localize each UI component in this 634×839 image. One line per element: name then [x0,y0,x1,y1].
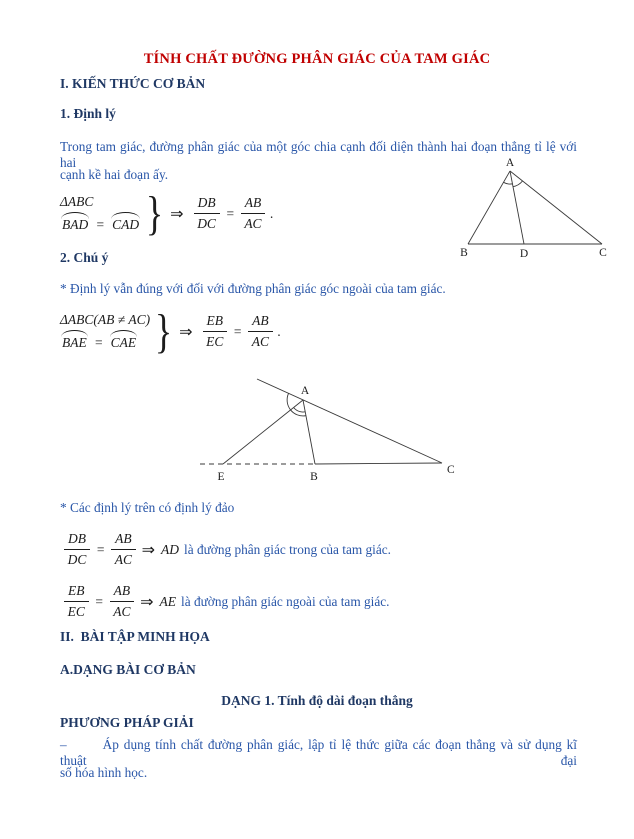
fraction-denominator: EC [206,334,224,350]
angle-arc-left [504,182,513,184]
fraction-numerator: AB [248,313,273,332]
page-title: TÍNH CHẤT ĐƯỜNG PHÂN GIÁC CỦA TAM GIÁC [143,51,491,67]
vertex-label-a: A [300,385,310,397]
equals-sign: = [233,323,243,339]
formula-external-bisector [60,305,282,358]
fraction-denominator: EC [67,604,85,619]
math-triangle-abc: ΔABC [60,194,94,210]
conclusion-text: là đường phân giác trong của tam giác. [184,541,392,557]
right-brace: } [146,187,164,240]
math-fraction-ab-ac [248,313,273,350]
subheading-dinh-ly: 1. Định lý [60,106,116,121]
heading-phuong-phap-giai: PHƯƠNG PHÁP GIẢI [60,715,194,730]
fraction-numerator: EB [64,583,89,602]
equals-sign: = [225,205,235,221]
formula-internal-bisector [60,187,274,240]
angle-arc-right [513,181,523,187]
fraction-numerator: DB [194,195,220,214]
math-triangle-condition: ΔABC(AB ≠ AC) [60,312,151,328]
vertex-label-b: B [310,471,318,483]
fraction-denominator: AC [113,604,131,619]
fraction-numerator: DB [64,531,90,550]
fraction-denominator: AC [114,552,132,567]
angle-hat-bad: BAD [62,217,89,233]
fraction-denominator: AC [244,216,262,232]
theorem-text-line2: cạnh kề hai đoạn ấy. [60,167,169,182]
implies-arrow: ⇒ [179,323,193,341]
formula-hypothesis [60,312,150,351]
equals-sign: = [96,541,106,557]
period: . [270,205,274,221]
math-fraction-ab-ac [111,531,136,568]
note-converse-theorems: * Các định lý trên có định lý đảo [60,500,235,515]
math-angle-equality [60,217,141,233]
equals-sign: = [94,335,104,351]
fraction-denominator: DC [67,552,87,567]
section-heading-bai-tap: II. BÀI TẬP MINH HỌA [60,629,210,644]
implies-arrow: ⇒ [141,541,156,559]
vertex-label-a: A [505,157,515,169]
fraction-numerator: AB [111,531,136,550]
math-angle-equality [60,335,150,351]
section-heading-kien-thuc: I. KIẾN THỨC CƠ BẢN [60,76,206,91]
formula-converse-internal [60,531,391,568]
fraction-numerator: EB [203,313,228,332]
note-external-bisector: * Định lý vẫn đúng với đối với đường phân giác góc ngoài của tam giác. [60,281,446,296]
vertex-label-c: C [447,464,455,476]
subheading-dang-bai-co-ban: A.DẠNG BÀI CƠ BẢN [60,662,196,677]
math-fraction-ab-ac [110,583,135,620]
equals-sign: = [94,593,104,609]
implies-arrow: ⇒ [140,593,154,611]
fraction-numerator: AB [241,195,266,214]
method-text: Áp dụng tính chất đường phân giác, lập tỉ lệ thức giữa các đoạn thẳng và sử dụng kĩ thuật đại [60,737,577,768]
period: . [277,323,282,339]
implies-arrow: ⇒ [170,205,184,223]
math-fraction-ab-ac [241,195,266,232]
formula-converse-external [60,583,389,620]
formula-hypothesis [60,194,141,233]
fraction-denominator: AC [251,334,270,350]
theorem-text-line1: Trong tam giác, đường phân giác của một góc chia cạnh đối diện thành hai đoạn thẳng tỉ lệ với hai [60,139,577,170]
fraction-denominator: DC [197,216,216,232]
math-segment-ae: AE [159,593,177,609]
vertex-label-e: E [217,471,225,483]
equals-sign: = [95,217,105,233]
triangle-figure-external-bisector [195,372,465,490]
math-fraction-db-dc [194,195,220,232]
math-segment-ad: AD [161,541,180,557]
triangle-figure-internal-bisector [455,155,615,260]
fraction-numerator: AB [110,583,135,602]
math-fraction-eb-ec [203,313,228,350]
right-brace: } [154,305,173,358]
list-dash: – [60,737,67,752]
angle-hat-cae: CAE [110,335,137,351]
vertex-label-c: C [599,247,607,259]
subheading-chu-y: 2. Chú ý [60,250,109,265]
vertex-label-d: D [519,248,529,260]
angle-hat-cad: CAD [112,217,140,233]
math-fraction-eb-ec [64,583,89,620]
math-fraction-db-dc [64,531,90,568]
conclusion-text: là đường phân giác ngoài của tam giác. [181,593,390,609]
heading-dang-1: DẠNG 1. Tính độ dài đoạn thẳng [221,693,413,708]
angle-hat-bae: BAE [62,335,87,351]
angle-arc-inner [294,408,306,413]
vertex-label-b: B [460,247,468,259]
method-text-line2: số hóa hình học. [60,765,148,780]
